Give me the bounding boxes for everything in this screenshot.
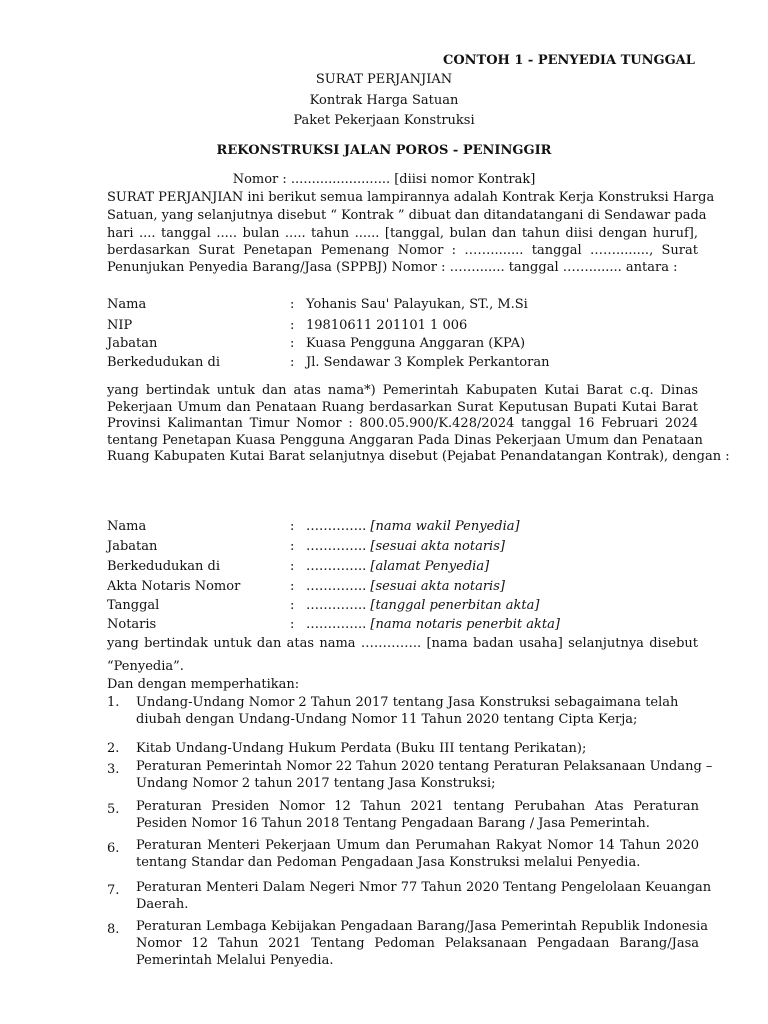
- field-placeholder: [nama notaris penerbit akta]: [370, 617, 560, 632]
- field-label: Berkedudukan di: [107, 355, 221, 370]
- field-value: [306, 617, 560, 632]
- field-label: Berkedudukan di: [107, 559, 221, 574]
- list-number: 5.: [107, 802, 120, 817]
- field-colon: :: [290, 297, 295, 312]
- field-placeholder: [sesuai akta notaris]: [370, 579, 505, 594]
- list-text: diubah dengan Undang-Undang Nomor 11 Tahun 2020 tentang Cipta Kerja;: [136, 712, 638, 727]
- list-text: Peraturan Menteri Dalam Negeri Nmor 77 Tahun 2020 Tentang Pengelolaan Keuangan: [136, 880, 712, 895]
- example-label: CONTOH 1 - PENYEDIA TUNGGAL: [443, 53, 695, 68]
- field-value: 19810611 201101 1 006: [306, 318, 468, 333]
- field-label: Jabatan: [107, 336, 158, 351]
- field-label: Tanggal: [107, 598, 160, 613]
- paragraph-line: hari .... tanggal ..... bulan ..... tahun ...... [tanggal, bulan dan tahun diisi dengan huruf],: [107, 226, 698, 241]
- paragraph-line: Ruang Kabupaten Kutai Barat selanjutnya disebut (Pejabat Penandatangan Kontrak), dengan :: [107, 449, 730, 464]
- list-text: Peraturan Lembaga Kebijakan Pengadaan Barang/Jasa Pemerintah Republik Indonesia: [136, 919, 708, 934]
- field-value: [306, 579, 505, 594]
- paragraph-line: yang bertindak untuk dan atas nama*) Pemerintah Kabupaten Kutai Barat c.q. Dinas: [107, 383, 698, 398]
- field-colon: :: [290, 318, 295, 333]
- field-colon: :: [290, 539, 295, 554]
- paragraph-line: tentang Penetapan Kuasa Pengguna Anggaran Pada Dinas Pekerjaan Umum dan Penataan: [107, 433, 703, 448]
- field-value: [306, 598, 539, 613]
- field-placeholder: [nama wakil Penyedia]: [370, 519, 520, 534]
- field-dots: …………..: [306, 519, 367, 534]
- paragraph-line: yang bertindak untuk dan atas nama ………….. [nama badan usaha] selanjutnya disebut: [107, 636, 698, 651]
- paragraph-line: Satuan, yang selanjutnya disebut “ Kontrak ” dibuat dan ditandatangani di Sendawar pada: [107, 208, 707, 223]
- field-dots: …………..: [306, 579, 367, 594]
- field-colon: :: [290, 336, 295, 351]
- field-dots: …………..: [306, 559, 367, 574]
- field-colon: :: [290, 559, 295, 574]
- paragraph-line: berdasarkan Surat Penetapan Pemenang Nomor : ……........ tanggal ……........, Surat: [107, 243, 698, 258]
- doc-subtitle-2: Paket Pekerjaan Konstruksi: [293, 113, 475, 128]
- field-value: Kuasa Pengguna Anggaran (KPA): [306, 336, 526, 351]
- list-number: 7.: [107, 883, 120, 898]
- field-value: [306, 559, 489, 574]
- list-text: Peraturan Menteri Pekerjaan Umum dan Perumahan Rakyat Nomor 14 Tahun 2020: [136, 838, 699, 853]
- field-colon: :: [290, 355, 295, 370]
- list-text: Undang-Undang Nomor 2 Tahun 2017 tentang Jasa Konstruksi sebagaimana telah: [136, 695, 679, 710]
- list-number: 3.: [107, 762, 120, 777]
- field-label: Nama: [107, 297, 147, 312]
- list-number: 6.: [107, 841, 120, 856]
- doc-title: SURAT PERJANJIAN: [315, 72, 453, 87]
- field-placeholder: [sesuai akta notaris]: [370, 539, 505, 554]
- field-value: [306, 519, 520, 534]
- paragraph-line: Provinsi Kalimantan Timur Nomor : 800.05.900/K.428/2024 tanggal 16 Februari 2024: [107, 416, 698, 431]
- field-colon: :: [290, 519, 295, 534]
- project-title: REKONSTRUKSI JALAN POROS - PENINGGIR: [216, 143, 552, 158]
- list-text: Pemerintah Melalui Penyedia.: [136, 953, 334, 968]
- field-label: Jabatan: [107, 539, 158, 554]
- field-label: Akta Notaris Nomor: [107, 579, 241, 594]
- field-placeholder: [alamat Penyedia]: [370, 559, 490, 574]
- list-number: 8.: [107, 922, 120, 937]
- list-text: Kitab Undang-Undang Hukum Perdata (Buku III tentang Perikatan);: [136, 741, 587, 756]
- field-placeholder: [tanggal penerbitan akta]: [370, 598, 540, 613]
- field-label: Notaris: [107, 617, 157, 632]
- field-dots: …………..: [306, 598, 367, 613]
- list-text: Pesiden Nomor 16 Tahun 2018 Tentang Pengadaan Barang / Jasa Pemerintah.: [136, 816, 650, 831]
- list-text: tentang Standar dan Pedoman Pengadaan Jasa Konstruksi melalui Penyedia.: [136, 855, 641, 870]
- paragraph-line: Pekerjaan Umum dan Penataan Ruang berdasarkan Surat Keputusan Bupati Kutai Barat: [107, 400, 698, 415]
- doc-subtitle: Kontrak Harga Satuan: [309, 93, 459, 108]
- field-dots: …………..: [306, 617, 367, 632]
- list-number: 2.: [107, 741, 120, 756]
- list-text: Undang Nomor 2 tahun 2017 tentang Jasa Konstruksi;: [136, 776, 496, 791]
- list-text: Daerah.: [136, 897, 189, 912]
- field-value: Yohanis Sau' Palayukan, ST., M.Si: [306, 297, 528, 312]
- list-text: Nomor 12 Tahun 2021 Tentang Pedoman Pelaksanaan Pengadaan Barang/Jasa: [136, 936, 699, 951]
- field-value: Jl. Sendawar 3 Komplek Perkantoran: [306, 355, 550, 370]
- field-label: Nama: [107, 519, 147, 534]
- list-number: 1.: [107, 695, 120, 710]
- considering-heading: Dan dengan memperhatikan:: [107, 677, 300, 692]
- list-text: Peraturan Presiden Nomor 12 Tahun 2021 tentang Perubahan Atas Peraturan: [136, 799, 699, 814]
- field-value: [306, 539, 505, 554]
- list-text: Peraturan Pemerintah Nomor 22 Tahun 2020 tentang Peraturan Pelaksanaan Undang –: [136, 759, 713, 774]
- paragraph-line: “Penyedia”.: [107, 659, 184, 674]
- field-colon: :: [290, 579, 295, 594]
- contract-number: Nomor : ........................ [diisi nomor Kontrak]: [232, 172, 536, 187]
- field-colon: :: [290, 598, 295, 613]
- field-colon: :: [290, 617, 295, 632]
- field-dots: …………..: [306, 539, 367, 554]
- field-label: NIP: [107, 318, 133, 333]
- paragraph-line: Penunjukan Penyedia Barang/Jasa (SPPBJ) Nomor : ……....... tanggal ……........ antara :: [107, 260, 678, 275]
- paragraph-line: SURAT PERJANJIAN ini berikut semua lampirannya adalah Kontrak Kerja Konstruksi Harga: [107, 190, 715, 205]
